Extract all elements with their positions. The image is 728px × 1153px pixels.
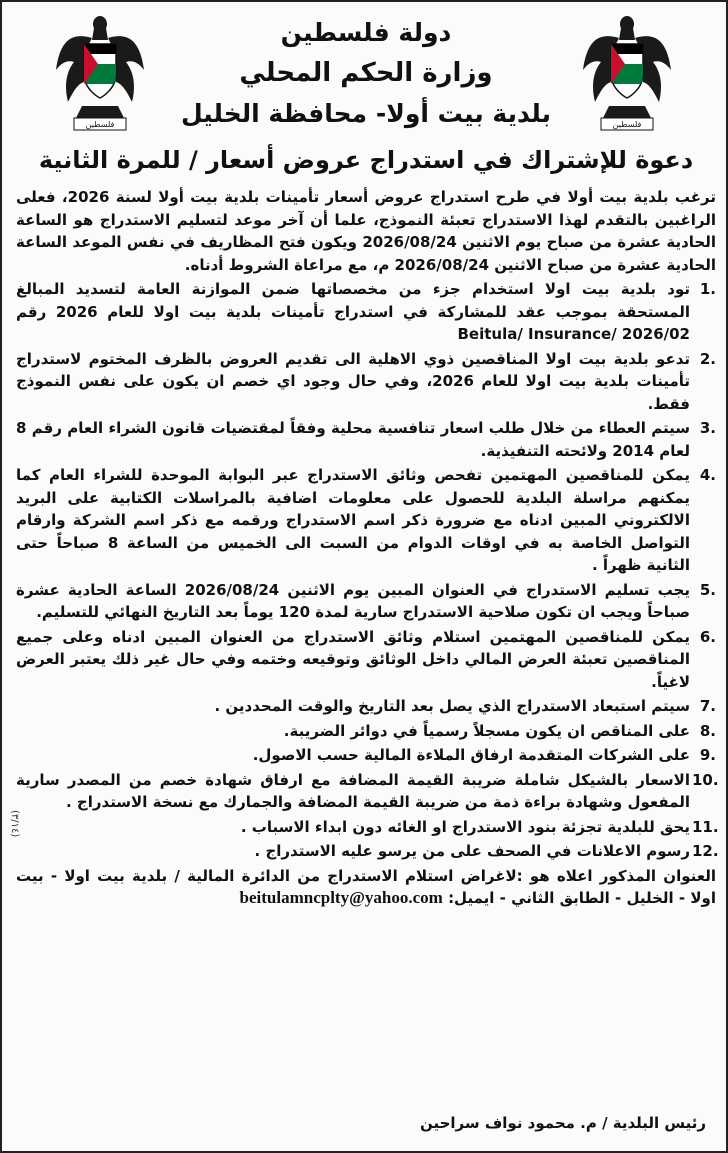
item-number: 10. [692, 770, 719, 789]
list-item [16, 720, 716, 743]
list-item [16, 417, 716, 462]
list-item [16, 769, 719, 814]
item-number: 11. [692, 817, 719, 836]
svg-text:فلسطين: فلسطين [612, 120, 642, 129]
eagle-emblem-icon [52, 10, 148, 134]
list-item [16, 278, 716, 346]
item-number: 9. [699, 746, 716, 764]
tender-reference: Beitula/ Insurance/ 2026/02 [457, 325, 690, 343]
list-item [16, 744, 716, 767]
list-item [16, 816, 719, 839]
item-text: يحق للبلدية تجزئة بنود الاستدراج او الغائه دون ابداء الاسباب . [240, 817, 690, 836]
svg-text:فلسطين: فلسطين [85, 120, 115, 129]
list-item [16, 626, 716, 694]
header-ministry-name: وزارة الحكم المحلي [239, 58, 493, 88]
address-paragraph [16, 865, 716, 910]
item-number: 4. [699, 466, 716, 484]
header-state-name: دولة فلسطين [280, 18, 452, 47]
item-text: يمكن للمناقصين المهتمين تفحص وثائق الاستدراج عبر البوابة الموحدة للشراء العام كما يمكنهم مراسلة البلدية للحصول على معلومات اضافية بالمراسلات الكتابية على البريد الالكتروني المبين ادناه مع ضرورة ذكر اسم الاستدراج ورقمه مع ذكر اسم الشركة وارقام التواصل الخاصة به في اوقات الدوام من السبت الى الخميس من الساعة 8 صباحاً حتى الثانية ظهراً . [16, 466, 690, 574]
palestine-eagle-emblem-left [52, 10, 148, 134]
intro-paragraph: ترغب بلدية بيت أولا في طرح استدراج عروض أسعار تأمينات بلدية بيت أولا لسنة 2026، فعلى الراغبين بالتقدم لهذا الاستدراج تعبئة النموذج، علما أن آخر موعد لتسليم الاستدراج هو الساعة الحادية عشرة من صباح يوم الاثنين 2026/08/24 ويكون فتح المظاريف في نفس الموعد الساعة الحادية عشرة من صباح الاثنين 2026/08/24 م، مع مراعاة الشروط أدناه. [16, 188, 716, 274]
item-number: 6. [699, 627, 716, 646]
announcement-body [16, 186, 719, 910]
eagle-emblem-icon [579, 10, 675, 134]
header-municipality-name: بلدية بيت أولا- محافظة الخليل [180, 99, 552, 128]
list-item [16, 695, 716, 718]
item-number: 2. [699, 349, 716, 368]
item-text: يمكن للمناقصين المهتمين استلام وثائق الاستدراج من العنوان المبين ادناه وعلى جميع المناقصين تعبئة العرض المالي داخل الوثائق وتوقيعه وختمه وفي حال غير ذلك يعتبر العرض لاغياً. [16, 627, 690, 691]
item-text: رسوم الاعلانات في الصحف على من يرسو عليه الاستدراج . [254, 842, 690, 860]
item-number: 5. [699, 580, 716, 599]
item-number: 12. [692, 842, 719, 860]
item-text: يجب تسليم الاستدراج في العنوان المبين يوم الاثنين 2026/08/24 الساعة الحادية عشرة صباحاً ويجب ان تكون صلاحية الاستدراج سارية لمدة 120 يوماً بعد التاريخ النهائي للتسليم. [16, 580, 690, 621]
item-text: على المناقص ان يكون مسجلاً رسمياً في دوائر الضريبة. [283, 721, 690, 740]
list-item [16, 579, 716, 624]
item-text: تود بلدية بيت اولا استخدام جزء من مخصصاتها ضمن الموازنة العامة لتسديد المبالغ المستحقة بموجب عقد للمشاركة في استدراج تأمينات بلدية بيت اولا للعام 2026 رقم [16, 280, 690, 321]
item-number: 8. [699, 721, 716, 740]
announcement-title: دعوة للإشتراك في استدراج عروض أسعار / للمرة الثانية [38, 146, 694, 174]
conditions-list [16, 278, 719, 863]
reference-stamp: (٣/١٤) [9, 810, 20, 838]
item-text: على الشركات المتقدمة ارفاق الملاءة المالية حسب الاصول. [252, 746, 690, 764]
list-item [16, 464, 716, 577]
list-item [16, 348, 716, 416]
list-item [16, 840, 719, 863]
item-number: 7. [699, 697, 716, 715]
item-text: سيتم استبعاد الاستدراج الذي يصل بعد التاريخ والوقت المحددين . [214, 697, 690, 715]
email-link[interactable]: beitulamncplty@yahoo.com [239, 888, 443, 907]
item-text: الاسعار بالشيكل شاملة ضريبة القيمة المضافة مع ارفاق شهادة خصم من المصدر سارية المفعول وشهادة براءة ذمة من ضريبة القيمة المضافة والجمارك مع نسخة الاستدراج . [16, 770, 690, 811]
item-number: 1. [699, 280, 716, 298]
signature-line: رئيس البلدية / م. محمود نواف سراحين [419, 1114, 706, 1132]
address-text: العنوان المذكور اعلاه هو :لاغراض استلام الاستدراج من الدائرة المالية / بلدية بيت اولا - بيت اولا - الخليل - الطابق الثاني - ايميل: [16, 866, 716, 907]
item-text: سيتم العطاء من خلال طلب اسعار تنافسية محلية وفقاً لمقتضيات قانون الشراء العام رقم 8 لعام 2014 ولائحته التنفيذية. [16, 419, 690, 460]
item-text: تدعو بلدية بيت اولا المناقصين ذوي الاهلية الى تقديم العروض بالظرف المختوم لاستدراج تأمينات بلدية بيت اولا للعام 2026، وفي حال وجود اي خصم ان يكون على نفس النموذج فقط. [16, 349, 690, 413]
palestine-eagle-emblem-right [579, 10, 675, 134]
item-number: 3. [699, 419, 716, 437]
